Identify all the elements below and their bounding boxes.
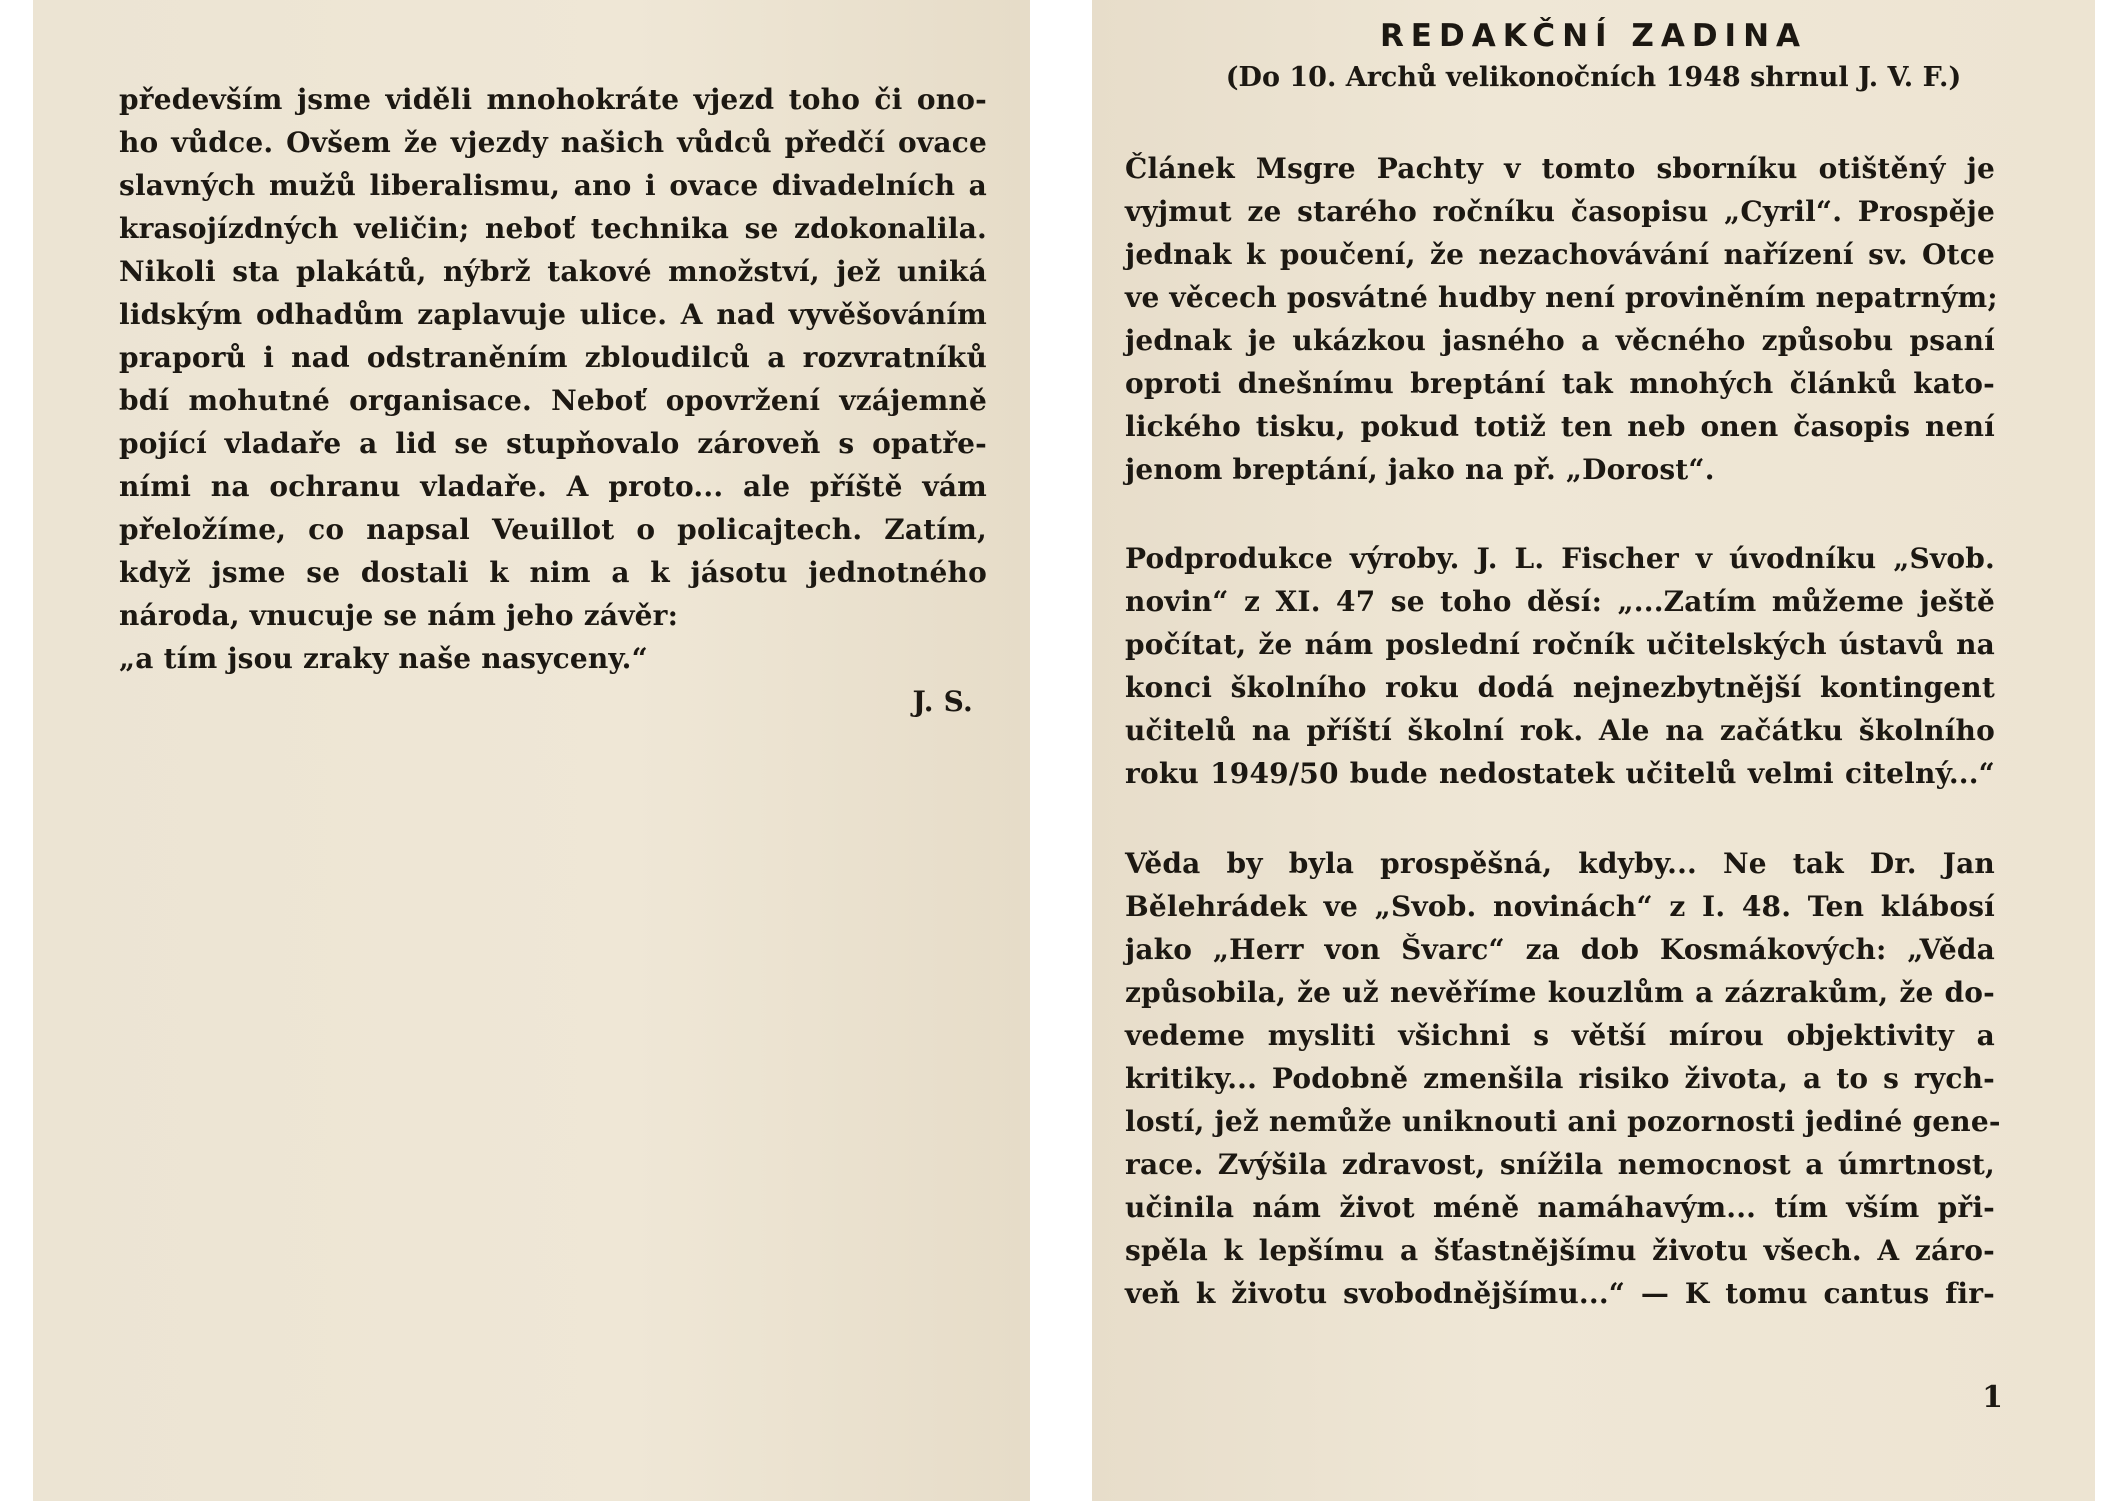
quote-line: „a tím jsou zraky naše nasyceny.“	[119, 642, 648, 675]
text-line: učinila nám život méně namáhavým... tím vším při-	[1125, 1191, 1995, 1224]
text-line: krasojízdných veličin; neboť technika se zdokonalila.	[119, 212, 987, 245]
text-line: praporů i nad odstraněním zbloudilců a rozvratníků	[119, 341, 987, 374]
text-line: vedeme mysliti všichni s větší mírou objektivity a	[1125, 1019, 1995, 1052]
article-veda	[1125, 842, 2001, 1315]
text-line: bdí mohutné organisace. Neboť opovržení vzájemně	[119, 384, 987, 417]
text-line: Nikoli sta plakátů, nýbrž takové množství, jež uniká	[119, 255, 987, 288]
text-line: jednak je ukázkou jasného a věcného způsobu psaní	[1125, 324, 1995, 357]
text-line: Bělehrádek ve „Svob. novinách“ z I. 48. Ten klábosí	[1125, 890, 1995, 923]
text-line: národa, vnucuje se nám jeho závěr:	[119, 599, 679, 632]
text-line: jenom breptání, jako na př. „Dorost“.	[1125, 453, 1715, 486]
text-line: race. Zvýšila zdravost, snížila nemocnost a úmrtnost,	[1125, 1148, 1995, 1181]
article-podprodukce	[1125, 537, 1995, 795]
text-line: vyjmut ze starého ročníku časopisu „Cyril“. Prospěje	[1125, 195, 1995, 228]
text-line: novin“ z XI. 47 se toho děsí: „...Zatím můžeme ještě	[1125, 585, 1995, 618]
text-line: slavných mužů liberalismu, ano i ovace divadelních a	[119, 169, 987, 202]
text-line: roku 1949/50 bude nedostatek učitelů velmi citelný...“	[1125, 757, 1995, 790]
text-line: lostí, jež nemůže uniknouti ani pozornosti jediné gene-	[1125, 1105, 2001, 1138]
text-line: přeložíme, co napsal Veuillot o policajtech. Zatím,	[119, 513, 987, 546]
text-line: kritiky... Podobně zmenšila risiko života, a to s rych-	[1125, 1062, 1995, 1095]
author-signature: J. S.	[912, 685, 973, 718]
section-title: REDAKČNÍ ZADINA	[1379, 18, 1808, 54]
text-line: způsobila, že už nevěříme kouzlům a zázrakům, že do-	[1125, 976, 1995, 1009]
article-pachta	[1125, 147, 1998, 491]
text-line: jako „Herr von Švarc“ za dob Kosmákových: „Věda	[1125, 933, 1995, 966]
text-line: konci školního roku dodá nejnezbytnější kontingent	[1125, 671, 1995, 704]
left-page-text	[119, 78, 987, 723]
text-line: oproti dnešnímu breptání tak mnohých článků kato-	[1125, 367, 1995, 400]
text-line: lidským odhadům zaplavuje ulice. A nad vyvěšováním	[119, 298, 987, 331]
text-line: Věda by byla prospěšná, kdyby... Ne tak Dr. Jan	[1125, 847, 1995, 880]
text-line: Podprodukce výroby. J. L. Fischer v úvodníku „Svob.	[1125, 542, 1995, 575]
text-line: lického tisku, pokud totiž ten neb onen časopis není	[1125, 410, 1995, 443]
text-line: Článek Msgre Pachty v tomto sborníku otištěný je	[1125, 152, 1995, 185]
page-number: 1	[1982, 1380, 2003, 1415]
right-page	[1092, 0, 2095, 1501]
text-line: pojící vladaře a lid se stupňovalo zároveň s opatře-	[119, 427, 987, 460]
text-line: jednak k poučení, že nezachovávání nařízení sv. Otce	[1125, 238, 1995, 271]
text-line: především jsme viděli mnohokráte vjezd toho či ono-	[119, 83, 987, 116]
left-page	[33, 0, 1030, 1501]
text-line: ními na ochranu vladaře. A proto... ale příště vám	[119, 470, 987, 503]
text-line: počítat, že nám poslední ročník učitelských ústavů na	[1125, 628, 1995, 661]
text-line: když jsme se dostali k nim a k jásotu jednotného	[119, 556, 987, 589]
text-line: učitelů na příští školní rok. Ale na začátku školního	[1125, 714, 1995, 747]
text-line: ve věcech posvátné hudby není proviněním nepatrným;	[1125, 281, 1998, 314]
text-line: veň k životu svobodnějšímu...“ — K tomu cantus fir-	[1125, 1277, 1995, 1310]
section-subtitle: (Do 10. Archů velikonočních 1948 shrnul J. V. F.)	[1225, 62, 1962, 93]
text-line: ho vůdce. Ovšem že vjezdy našich vůdců předčí ovace	[119, 126, 987, 159]
text-line: spěla k lepšímu a šťastnějšímu životu všech. A záro-	[1125, 1234, 1995, 1267]
